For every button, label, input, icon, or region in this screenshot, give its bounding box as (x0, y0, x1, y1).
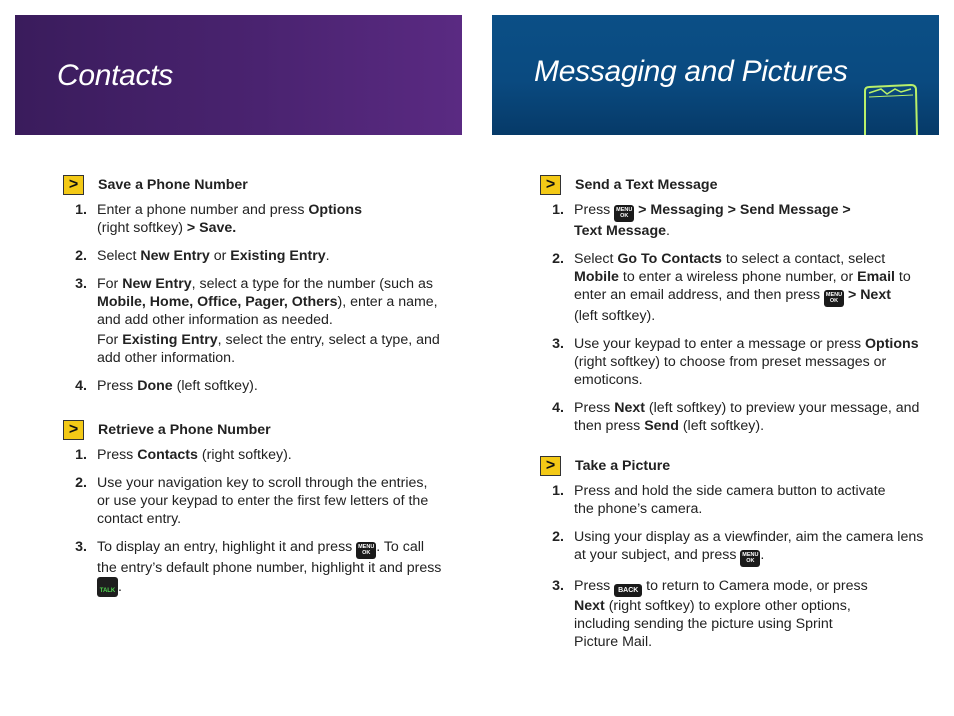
list-item: 3. For New Entry, select a type for the number (such as Mobile, Home, Office, Pager, Others), enter a name, and add other information as needed. For Existing Entry, select the entry, select a type, and add other information. (75, 276, 440, 366)
back-key-icon: BACK (614, 584, 642, 597)
messaging-banner (492, 15, 939, 135)
phone-outline-icon (861, 83, 921, 135)
send-text-title: Send a Text Message (575, 177, 718, 193)
menu-ok-key-icon: MENU OK (740, 550, 760, 567)
list-item: 1. Enter a phone number and press Options (right softkey) > Save. (75, 202, 362, 236)
list-item: 3. To display an entry, highlight it and press MENU OK . To call the entry’s default phone number, highlight it and press TALK . (75, 539, 442, 595)
messaging-title: Messaging and Pictures (534, 55, 848, 88)
contacts-title: Contacts (57, 59, 173, 92)
list-item: 3. Press BACK to return to Camera mode, or press Next (right softkey) to explore other options, including sending the picture using Sprint Picture Mail. (552, 578, 868, 650)
retrieve-phone-title: Retrieve a Phone Number (98, 422, 271, 438)
list-item: 4. Press Next (left softkey) to preview your message, and then press Send (left softkey). (552, 400, 920, 434)
take-picture-title: Take a Picture (575, 458, 671, 474)
section-arrow-icon: > (540, 456, 561, 476)
save-phone-title: Save a Phone Number (98, 177, 248, 193)
save-phone-section (63, 174, 443, 405)
list-item: 1. Press and hold the side camera button to activate the phone’s camera. (552, 483, 886, 517)
list-item: 4. Press Done (left softkey). (75, 378, 258, 394)
contacts-banner (15, 15, 462, 135)
menu-ok-key-icon: MENU OK (614, 205, 634, 222)
list-item: 2. Select Go To Contacts to select a contact, select Mobile to enter a wireless phone number, or Email to enter an email address, and then press MENU OK > Next (left softkey). (552, 251, 911, 324)
list-item: 2. Select New Entry or Existing Entry. (75, 248, 330, 264)
talk-key-icon: TALK (97, 577, 118, 597)
menu-ok-key-icon: MENU OK (824, 290, 844, 307)
menu-ok-key-icon: MENU OK (356, 542, 376, 559)
section-arrow-icon: > (540, 175, 561, 195)
list-item: 1. Press MENU OK > Messaging > Send Message > Text Message. (552, 202, 851, 239)
section-arrow-icon: > (63, 175, 84, 195)
list-item: 2. Use your navigation key to scroll through the entries, or use your keypad to enter the first few letters of the contact entry. (75, 475, 429, 527)
list-item: 3. Use your keypad to enter a message or press Options (right softkey) to choose from preset messages or emoticons. (552, 336, 919, 388)
list-item: 2. Using your display as a viewfinder, aim the camera lens at your subject, and press MENU OK . (540, 528, 930, 567)
send-text-section (540, 174, 930, 445)
take-picture-section (540, 455, 930, 661)
section-arrow-icon: > (63, 420, 84, 440)
list-item: 1. Press Contacts (right softkey). (75, 447, 292, 463)
retrieve-phone-section (63, 419, 443, 607)
